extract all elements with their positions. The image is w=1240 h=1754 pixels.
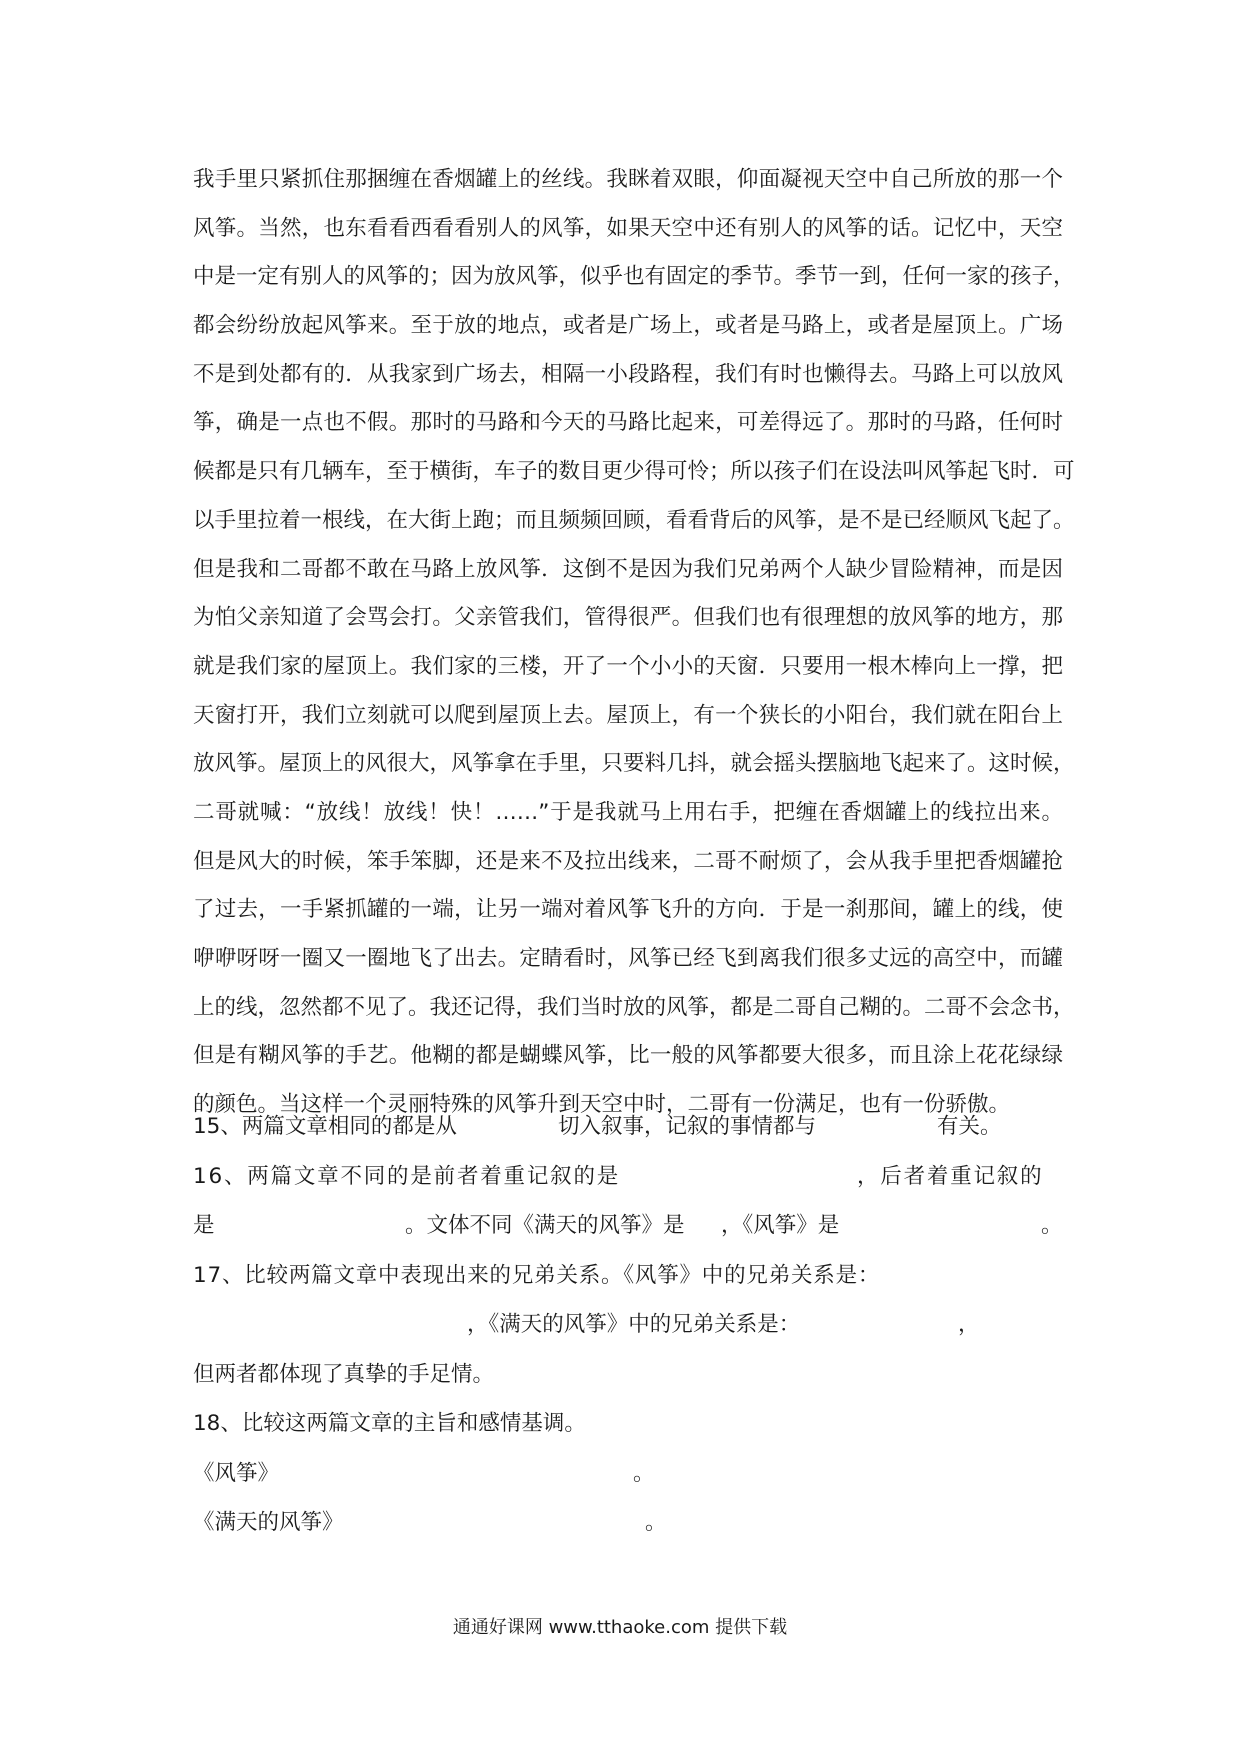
passage-line: 但是有糊风筝的手艺。他糊的都是蝴蝶风筝，比一般的风筝都要大很多，而且涂上花花绿绿 bbox=[193, 1043, 1063, 1069]
question-18-text-d: 《满天的风筝》 bbox=[193, 1510, 344, 1535]
question-15-text-c: 有关。 bbox=[937, 1114, 1002, 1139]
passage-line: 二哥就喊：“放线！放线！快！……”于是我就马上用右手，把缠在香烟罐上的线拉出来。 bbox=[193, 799, 1063, 825]
question-16-continued bbox=[193, 1201, 1063, 1251]
question-15-text-b: 切入叙事，记叙的事情都与 bbox=[558, 1114, 817, 1139]
passage-line: 的颜色。当这样一个灵丽特殊的风筝升到天空中时，二哥有一份满足，也有一份骄傲。 bbox=[193, 1092, 1011, 1118]
question-15-text-a: 15、两篇文章相同的都是从 bbox=[193, 1114, 457, 1139]
question-17-text-d: 但两者都体现了真挚的手足情。 bbox=[193, 1361, 495, 1387]
question-18-text-c: 。 bbox=[633, 1460, 655, 1486]
passage-line: 筝，确是一点也不假。那时的马路和今天的马路比起来，可差得远了。那时的马路，任何时 bbox=[193, 410, 1063, 436]
question-17-text-b: ，《满天的风筝》中的兄弟关系是： bbox=[467, 1312, 801, 1337]
question-16-text-d: 。文体不同《满天的风筝》是 bbox=[405, 1213, 685, 1238]
passage-line: 但是我和二哥都不敢在马路上放风筝．这倒不是因为我们兄弟两个人缺少冒险精神，而是因 bbox=[193, 556, 1063, 582]
question-17-conclusion bbox=[193, 1350, 1063, 1400]
question-18-text-e: 。 bbox=[645, 1510, 667, 1535]
passage-line: 上的线，忽然都不见了。我还记得，我们当时放的风筝，都是二哥自己糊的。二哥不会念书， bbox=[193, 994, 1075, 1020]
passage-line: 为怕父亲知道了会骂会打。父亲管我们，管得很严。但我们也有很理想的放风筝的地方，那 bbox=[193, 605, 1063, 631]
passage-line: 中是一定有别人的风筝的；因为放风筝，似乎也有固定的季节。季节一到，任何一家的孩子， bbox=[193, 264, 1075, 290]
page-footer: 通通好课网 www.tthaoke.com 提供下载 bbox=[452, 1617, 788, 1638]
passage-line: 以手里拉着一根线，在大街上跑；而且频频回顾，看看背后的风筝，是不是已经顺风飞起了。 bbox=[193, 507, 1075, 533]
question-16-text-b: ，后者着重记叙的 bbox=[857, 1163, 1044, 1189]
question-18-text-b: 《风筝》 bbox=[193, 1460, 280, 1486]
question-17-text-c: ， bbox=[958, 1312, 980, 1337]
question-18 bbox=[193, 1399, 1063, 1449]
question-16-text-a: 16、两篇文章不同的是前者着重记叙的是 bbox=[193, 1163, 621, 1189]
question-16-text-e: ，《风筝》是 bbox=[721, 1213, 840, 1238]
passage-line: 但是风大的时候，笨手笨脚，还是来不及拉出线来，二哥不耐烦了，会从我手里把香烟罐抢 bbox=[193, 848, 1063, 874]
question-18-answer-1 bbox=[193, 1449, 1063, 1499]
passage-line: 候都是只有几辆车，至于横街，车子的数目更少得可怜；所以孩子们在设法叫风筝起飞时．可 bbox=[193, 459, 1075, 485]
question-18-answer-2 bbox=[193, 1498, 1063, 1548]
passage-line: 天窗打开，我们立刻就可以爬到屋顶上去。屋顶上，有一个狭长的小阳台，我们就在阳台上 bbox=[193, 702, 1063, 728]
question-16-text-f: 。 bbox=[1041, 1213, 1063, 1238]
passage-line: 风筝。当然，也东看看西看看别人的风筝，如果天空中还有别人的风筝的话。记忆中，天空 bbox=[193, 215, 1063, 241]
question-16 bbox=[193, 1152, 1063, 1202]
question-17-text-a: 17、比较两篇文章中表现出来的兄弟关系。《风筝》中的兄弟关系是： bbox=[193, 1262, 881, 1288]
question-17 bbox=[193, 1251, 1063, 1301]
passage-line: 放风筝。屋顶上的风很大，风筝拿在手里，只要料几抖，就会摇头摆脑地飞起来了。这时候， bbox=[193, 751, 1075, 777]
passage-line: 咿咿呀呀一圈又一圈地飞了出去。定睛看时，风筝已经飞到离我们很多丈远的高空中，而罐 bbox=[193, 946, 1063, 971]
passage-line: 不是到处都有的．从我家到广场去，相隔一小段路程，我们有时也懒得去。马路上可以放风 bbox=[193, 361, 1063, 387]
passage-line: 就是我们家的屋顶上。我们家的三楼，开了一个小小的天窗．只要用一根木棒向上一撑，把 bbox=[193, 653, 1063, 679]
passage-line: 都会纷纷放起风筝来。至于放的地点，或者是广场上，或者是马路上，或者是屋顶上。广场 bbox=[193, 313, 1063, 339]
question-section bbox=[193, 1102, 1063, 1548]
passage-line: 我手里只紧抓住那捆缠在香烟罐上的丝线。我眯着双眼，仰面凝视天空中自己所放的那一个 bbox=[193, 167, 1063, 192]
passage-line: 了过去，一手紧抓罐的一端，让另一端对着风筝飞升的方向．于是一刹那间，罐上的线，使 bbox=[193, 897, 1063, 923]
question-16-text-c: 是 bbox=[193, 1213, 215, 1238]
passage-text bbox=[193, 156, 1075, 1130]
question-17-continued bbox=[193, 1300, 1063, 1350]
question-15 bbox=[193, 1102, 1063, 1152]
question-18-text-a: 18、比较这两篇文章的主旨和感情基调。 bbox=[193, 1411, 586, 1436]
